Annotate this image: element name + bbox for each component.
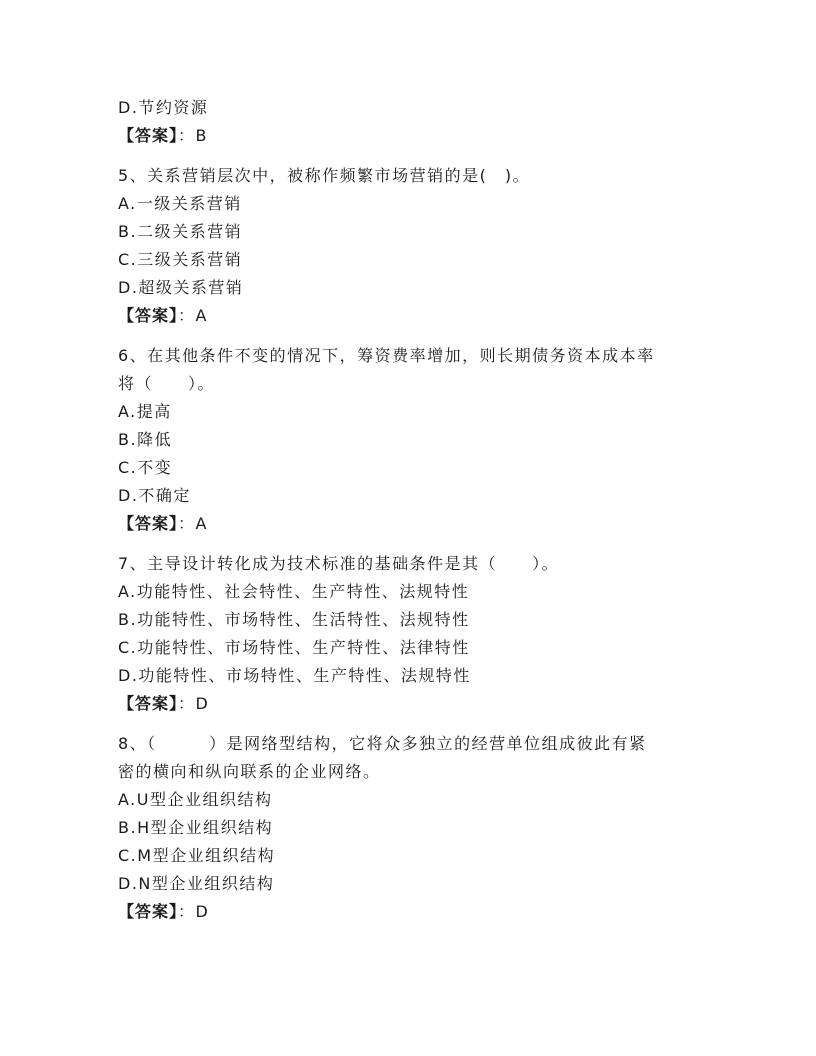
option-b: B.二级关系营销 [118,222,243,241]
option-c: C.三级关系营销 [118,250,243,269]
question-8 [118,730,708,926]
answer-value: B [195,126,209,145]
option-d: D.节约资源 [118,98,209,117]
answer-value: D [195,902,210,921]
option-b: B.H型企业组织结构 [118,818,274,837]
question-stem: 7、主导设计转化成为技术标准的基础条件是其（ ）。 [118,554,560,573]
option-a: A.一级关系营销 [118,194,242,213]
answer-label: 【答案】 [118,694,179,713]
answer-separator: ： [178,694,196,713]
option-d: D.功能特性、市场特性、生产特性、法规特性 [118,666,471,685]
answer-label: 【答案】 [118,306,179,325]
question-stem-line-1: 6、在其他条件不变的情况下，筹资费率增加，则长期债务资本成本率 [118,346,655,365]
option-a: A.功能特性、社会特性、生产特性、法规特性 [118,582,470,601]
answer-line [118,302,708,330]
option-b: B.功能特性、市场特性、生活特性、法规特性 [118,610,470,629]
answer-line [118,898,708,926]
option-a: A.提高 [118,402,172,421]
question-stem-line-1: 8、（ ）是网络型结构，它将众多独立的经营单位组成彼此有紧 [118,734,647,753]
answer-separator: ： [178,902,196,921]
answer-label: 【答案】 [118,902,179,921]
option-c: C.不变 [118,458,173,477]
answer-label: 【答案】 [118,126,179,145]
option-c: C.功能特性、市场特性、生产特性、法律特性 [118,638,470,657]
question-stem-line-2: 将（ ）。 [118,374,216,393]
option-d: D.N型企业组织结构 [118,874,275,893]
answer-line [118,690,708,718]
option-a: A.U型企业组织结构 [118,790,273,809]
question-6 [118,342,708,538]
question-7 [118,550,708,718]
question-5 [118,162,708,330]
document-page [118,94,708,926]
answer-separator: ： [178,514,196,533]
answer-value: D [195,694,210,713]
answer-value: A [195,514,208,533]
option-d: D.超级关系营销 [118,278,244,297]
answer-line [118,122,708,150]
answer-separator: ： [178,126,196,145]
option-b: B.降低 [118,430,173,449]
answer-line [118,510,708,538]
option-c: C.M型企业组织结构 [118,846,276,865]
question-stem-line-2: 密的横向和纵向联系的企业网络。 [118,762,381,781]
answer-separator: ： [178,306,196,325]
answer-label: 【答案】 [118,514,179,533]
option-d: D.不确定 [118,486,191,505]
answer-value: A [195,306,208,325]
question-stem: 5、关系营销层次中，被称作频繁市场营销的是( )。 [118,166,531,185]
